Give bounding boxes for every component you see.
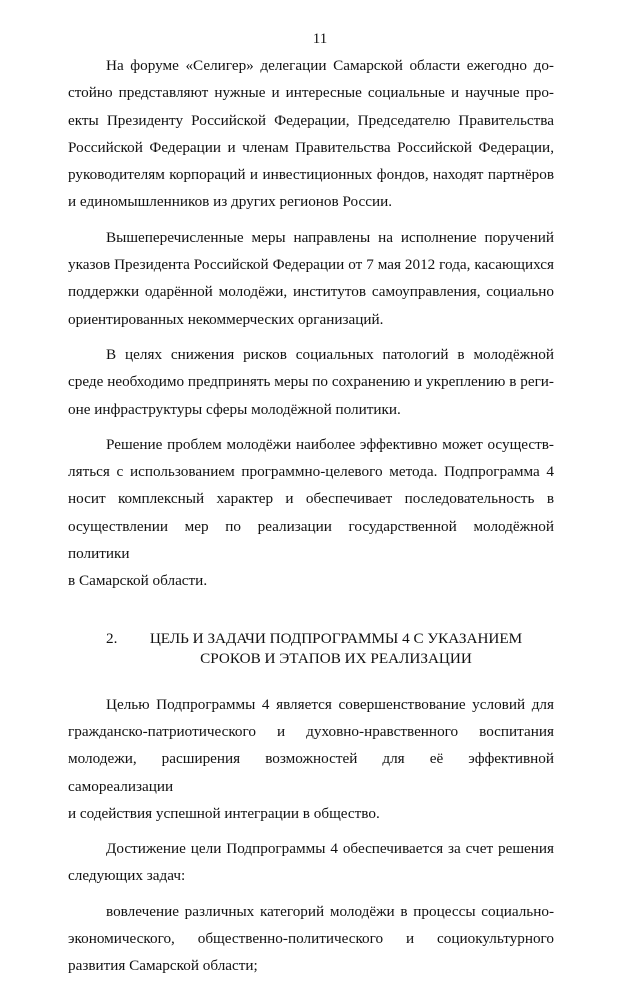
paragraph-line: развития Самарской области; [68, 957, 258, 975]
paragraph-line: В целях снижения рисков социальных патологий в молодёжной [106, 345, 554, 363]
paragraph [68, 431, 554, 595]
paragraph-line: в Самарской области. [68, 572, 208, 590]
paragraph-line: руководителям корпораций и инвестиционных фондов, находят партнёров [68, 166, 554, 184]
section-heading [68, 629, 554, 669]
paragraph-line: молодежи, расширения возможностей для её эффективной самореализации [68, 750, 554, 795]
paragraph-line: вовлечение различных категорий молодёжи в процессы социально- [106, 902, 554, 920]
bottom-paragraphs [68, 691, 554, 980]
paragraph-line: осуществлении мер по реализации государственной молодёжной политики [68, 517, 554, 563]
paragraph-line: ляться с использованием программно-целевого метода. Подпрограмма 4 [68, 463, 554, 481]
paragraph [68, 898, 554, 980]
paragraph-line: екты Президенту Российской Федерации, Председателю Правительства [68, 111, 554, 129]
paragraph-line: носит комплексный характер и обеспечивает последовательность в [68, 490, 554, 508]
paragraph-line: Решение проблем молодёжи наиболее эффективно может осуществ- [106, 435, 554, 453]
paragraph-line: ориентированных некоммерческих организаций. [68, 310, 384, 328]
paragraph-line: экономического, общественно-политического и социокультурного [68, 930, 554, 948]
paragraph-line: указов Президента Российской Федерации от 7 мая 2012 года, касающихся [68, 256, 554, 274]
paragraph-line: и единомышленников из других регионов России. [68, 193, 393, 211]
paragraph-line: стойно представляют нужные и интересные социальные и научные про- [68, 84, 554, 102]
paragraph-line: и содействия успешной интеграции в общество. [68, 804, 380, 822]
paragraph [68, 341, 554, 423]
paragraph-line: поддержки одарённой молодёжи, институтов самоуправления, социально [68, 283, 554, 301]
document-body [68, 52, 554, 988]
paragraph-line: следующих задач: [68, 867, 186, 885]
paragraph [68, 224, 554, 333]
section-title-line-1: ЦЕЛЬ И ЗАДАЧИ ПОДПРОГРАММЫ 4 С УКАЗАНИЕМ [149, 629, 523, 647]
paragraph-line: гражданско-патриотического и духовно-нравственного воспитания [68, 722, 554, 740]
paragraph [68, 52, 554, 216]
paragraph [68, 835, 554, 890]
page-number: 11 [312, 31, 328, 47]
section-number: 2. [106, 629, 118, 647]
paragraph-line: Российской Федерации и членам Правительства Российской Федерации, [68, 138, 554, 156]
paragraph-line: Вышеперечисленные меры направлены на исполнение поручений [106, 228, 554, 246]
paragraph-line: Достижение цели Подпрограммы 4 обеспечивается за счет решения [106, 840, 554, 858]
paragraph-line: среде необходимо предпринять меры по сохранению и укреплению в реги- [68, 373, 554, 391]
paragraph [68, 691, 554, 827]
paragraph-line: оне инфраструктуры сферы молодёжной политики. [68, 400, 401, 418]
paragraph-line: На форуме «Селигер» делегации Самарской области ежегодно до- [106, 57, 554, 74]
section-title-line-2: СРОКОВ И ЭТАПОВ ИХ РЕАЛИЗАЦИИ [200, 649, 472, 667]
paragraph-line: Целью Подпрограммы 4 является совершенствование условий для [106, 695, 554, 713]
top-paragraphs [68, 52, 554, 595]
